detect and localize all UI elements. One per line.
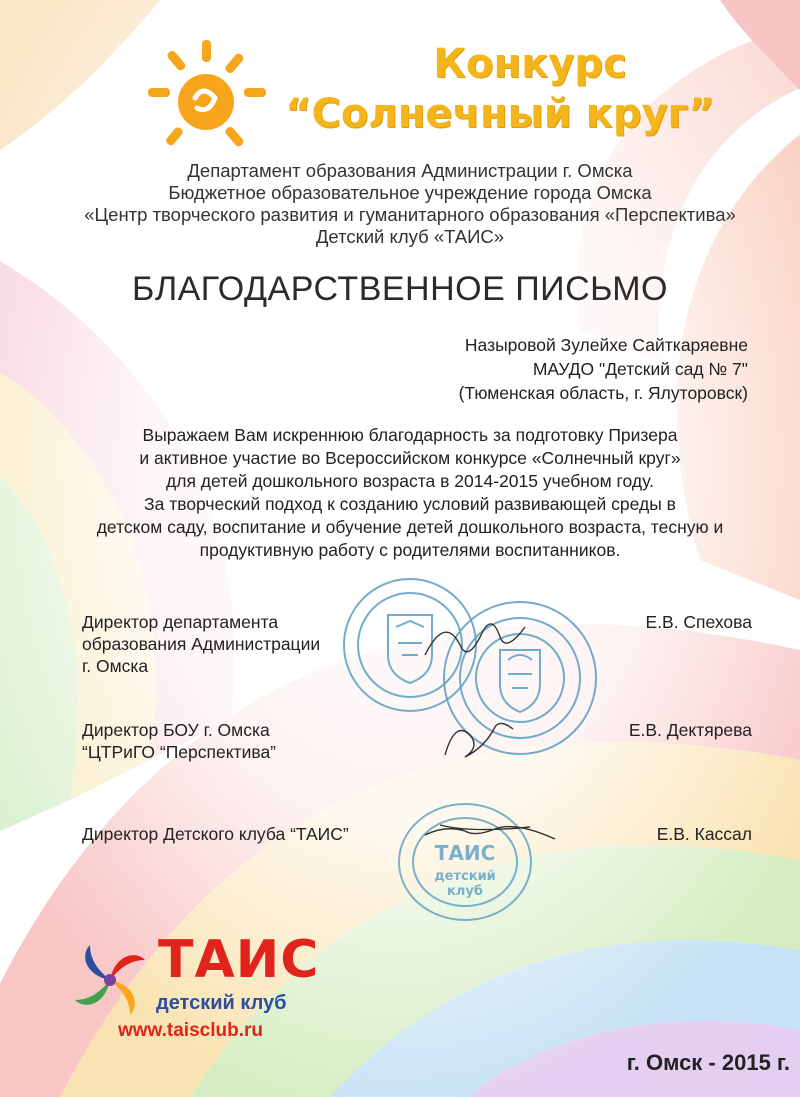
contest-title-line1: Конкурс [433, 41, 627, 87]
signature-scribble-3 [420, 815, 560, 855]
contest-title [280, 40, 720, 140]
issuer-line: «Центр творческого развития и гуманитарного образования «Перспектива» [84, 204, 736, 225]
letter-body [60, 424, 760, 562]
svg-text:клуб: клуб [447, 884, 483, 899]
issuer-header [60, 160, 760, 248]
svg-text:детский: детский [434, 869, 496, 884]
position-line: г. Омска [82, 656, 149, 676]
recipient-block [459, 333, 748, 405]
body-line: детском саду, воспитание и обучение детей дошкольного возраста, тесную и [96, 517, 724, 537]
signatory-name: Е.В. Дектярева [628, 720, 752, 740]
signatory-position [82, 719, 276, 763]
recipient-org: МАУДО "Детский сад № 7" [532, 359, 748, 379]
contest-title-line2: “Солнечный круг” [285, 91, 715, 137]
position-line: образования Администрации [82, 634, 321, 654]
position-line: Директор Детского клуба “ТАИС” [82, 824, 349, 844]
signatory-name: Е.В. Спехова [645, 612, 752, 632]
document-title: БЛАГОДАРСТВЕННОЕ ПИСЬМО [132, 270, 668, 308]
position-line: “ЦТРиГО “Перспектива” [82, 742, 277, 762]
signatory-name: Е.В. Кассал [656, 824, 752, 844]
issuer-line: Бюджетное образовательное учреждение города Омска [168, 182, 652, 203]
body-line: для детей дошкольного возраста в 2014-2015 учебном году. [166, 471, 654, 491]
body-line: Выражаем Вам искреннюю благодарность за подготовку Призера [142, 425, 678, 445]
tais-logo [70, 930, 320, 1050]
body-line: За творческий подход к созданию условий развивающей среды в [144, 494, 676, 514]
recipient-location: (Тюменская область, г. Ялуторовск) [458, 383, 748, 403]
place-and-year: г. Омск - 2015 г. [626, 1050, 790, 1075]
tais-logo-name: ТАИС [158, 930, 320, 990]
signature-scribble-2 [440, 715, 520, 765]
position-line: Директор департамента [82, 612, 279, 632]
position-line: Директор БОУ г. Омска [82, 720, 270, 740]
body-line: продуктивную работу с родителями воспитанников. [199, 540, 621, 560]
body-line: и активное участие во Всероссийском конкурсе «Солнечный круг» [139, 448, 681, 468]
tais-logo-icon [70, 940, 150, 1020]
svg-text:ТАИС: ТАИС [434, 841, 496, 865]
issuer-line: Департамент образования Администрации г. Омска [187, 160, 633, 181]
sun-icon [140, 30, 270, 150]
signature-scribble-1 [420, 610, 530, 670]
signatory-position [82, 823, 349, 845]
issuer-line: Детский клуб «ТАИС» [315, 226, 505, 247]
recipient-name: Назыровой Зулейхе Сайткаряевне [464, 335, 748, 355]
signatory-position [82, 611, 320, 677]
tais-logo-subtitle: детский клуб [156, 992, 287, 1014]
website-link[interactable]: www.taisclub.ru [118, 1020, 263, 1041]
